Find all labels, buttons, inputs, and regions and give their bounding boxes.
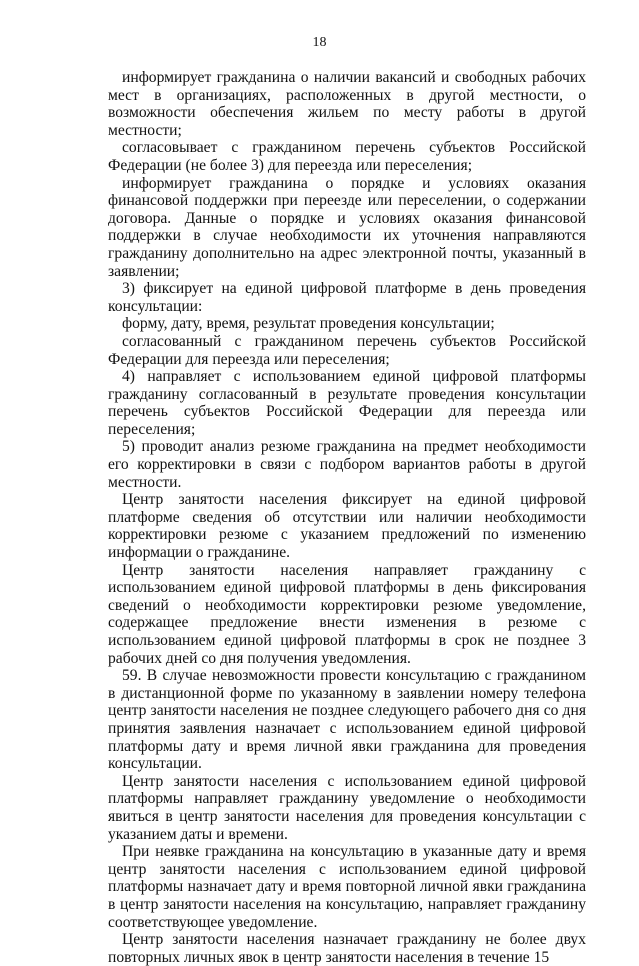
paragraph-vacancies-info: информирует гражданина о наличии вакансий и свободных рабочих мест в организациях, расположенных в другой местности, о возможности обеспечения жильем по месту работы в другой местности; (108, 69, 586, 139)
body-text (108, 69, 586, 966)
paragraph-consultation-form: форму, дату, время, результат проведения консультации; (122, 315, 495, 333)
paragraph-resume-records: Центр занятости населения фиксирует на единой цифровой платформе сведения об отсутствии или наличии необходимости корректировки резюме с указанием предложений по изменению информации о гражданине. (108, 491, 586, 562)
paragraph-item-3: 3) фиксирует на единой цифровой платформе в день проведения консультации: (108, 280, 586, 315)
paragraph-non-appearance: При неявке гражданина на консультацию в указанные дату и время центр занятости населения с использованием единой цифровой платформы назначает дату и время повторной личной явки гражданина в центр занятости населения на консультацию, направляет гражданину соответствующее уведомление. (108, 843, 586, 931)
paragraph-repeat-visits: Центр занятости населения назначает гражданину не более двух повторных личных явок в центр занятости населения в течение 15 (108, 931, 586, 966)
paragraph-agreed-regions-list: согласованный с гражданином перечень субъектов Российской Федерации для переезда или переселения; (108, 332, 586, 368)
paragraph-financial-support: информирует гражданина о порядке и условиях оказания финансовой поддержки при переезде или переселении, о содержании договора. Данные о порядке и условиях оказания финансовой поддержки в случае необходимости их уточнения направляются гражданину дополнительно на адрес электронной почты, указанный в заявлении; (108, 174, 586, 280)
paragraph-agrees-regions: согласовывает с гражданином перечень субъектов Российской Федерации (не более 3) для переезда или переселения; (108, 139, 586, 174)
paragraph-clause-59: 59. В случае невозможности провести консультацию с гражданином в дистанционной форме по указанному в заявлении номеру телефона центр занятости населения не позднее следующего рабочего дня со дня принятия заявления назначает с использованием единой цифровой платформы дату и время личной явки гражданина для проведения консультации. (108, 667, 586, 773)
paragraph-item-4: 4) направляет с использованием единой цифровой платформы гражданину согласованный в результате проведения консультации перечень субъектов Российской Федерации для переезда или переселения; (108, 368, 586, 438)
paragraph-item-5: 5) проводит анализ резюме гражданина на предмет необходимости его корректировки в связи с подбором вариантов работы в другой местности. (108, 438, 586, 491)
paragraph-appearance-notice: Центр занятости населения с использованием единой цифровой платформы направляет гражданину уведомление о необходимости явиться в центр занятости населения для проведения консультации с указанием даты и времени. (108, 772, 586, 843)
page-number: 18 (312, 35, 327, 50)
paragraph-resume-notification: Центр занятости населения направляет гражданину с использованием единой цифровой платформы в день фиксирования сведений о необходимости корректировки резюме уведомление, содержащее предложение внести изменения в резюме с использованием единой цифровой платформы в срок не позднее 3 рабочих дней со дня получения уведомления. (108, 561, 586, 667)
